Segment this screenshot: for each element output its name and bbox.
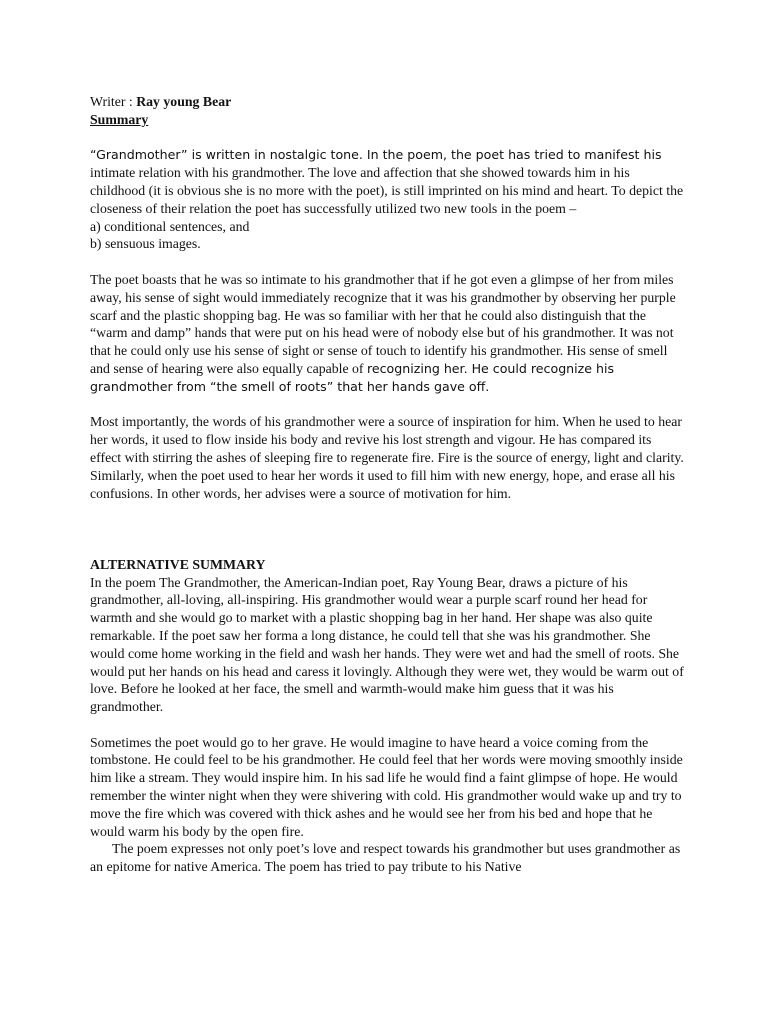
spacer — [90, 538, 685, 556]
tool-b-line: b) sensuous images. — [90, 236, 201, 252]
spacer — [90, 502, 685, 538]
writer-label: Writer : — [90, 94, 137, 109]
tool-a-line: a) conditional sentences, and — [90, 218, 250, 234]
summary-paragraph-2-text: The poet boasts that he was so intimate to his grandmother that if he got even a glimpse of her from miles away, his sense of sight would immediately recognize that it was his grandmother by observing her purple scarf and the plastic shopping bag. He was so familiar with her that he could also distinguish that the “warm and damp” hands that were put on his head were of nobody else but of his grandmother. It was not that he could only use his sense of sight or sense of touch to identify his grandmother. His sense of smell and sense of hearing were also equally capable of — [90, 271, 676, 376]
summary-paragraph-2 — [90, 271, 685, 396]
alternative-summary-heading: ALTERNATIVE SUMMARY — [90, 556, 266, 572]
summary-heading: Summary — [90, 111, 149, 127]
summary-paragraph-3: Most importantly, the words of his grandmother were a source of inspiration for him. When he used to hear her words, it used to flow inside his body and revive his lost strength and vigour. He has compared its effect with stirring the ashes of sleeping fire to regenerate fire. Fire is the source of energy, light and clarity. Similarly, when the poet used to hear her words it used to fill him with new energy, hope, and erase all his confusions. In other words, her advises were a source of motivation for him. — [90, 414, 684, 501]
writer-line — [90, 93, 685, 111]
spacer — [90, 129, 685, 147]
spacer — [90, 716, 685, 734]
alternative-paragraph-1: In the poem The Grandmother, the American-Indian poet, Ray Young Bear, draws a picture of his grandmother, all-loving, all-inspiring. His grandmother would wear a purple scarf round her head for warmth and she would go to market with a plastic shopping bag in her hand. Her shape was also quite remarkable. If the poet saw her forma a long distance, he could tell that she was his grandmother. She would come home working in the field and wash her hands. They were wet and had the smell of roots. She would put her hands on his head and caress it lovingly. Although they were wet, they would be warm out of love. Before he looked at her face, the smell and warmth-would make him guess that it was his grandmother. — [90, 574, 684, 715]
document-body — [90, 93, 685, 876]
alternative-paragraph-3: The poem expresses not only poet’s love and respect towards his grandmother but uses grandmother as an epitome for native America. The poem has tried to pay tribute to his Native — [90, 841, 681, 875]
summary-paragraph-1-lead: “Grandmother” is written in nostalgic tone. In the poem, the poet has tried to manifest his — [90, 147, 662, 163]
summary-paragraph-2-tail: recognizing her. He could recognize his grandmother from “the smell of roots” that her hands gave off. — [90, 360, 615, 394]
summary-paragraph-1-rest: intimate relation with his grandmother. The love and affection that she showed towards him in his childhood (it is obvious she is no more with the poet), is still imprinted on his mind and heart. To depict the closeness of their relation the poet has successfully utilized two new tools in the poem – — [90, 165, 684, 216]
alternative-paragraph-2: Sometimes the poet would go to her grave. He would imagine to have heard a voice coming from the tombstone. He could feel to be his grandmother. He could feel that her words were moving smoothly inside him like a stream. They would inspire him. In his sad life he would find a faint glimpse of hope. He would remember the winter night when they were shivering with cold. His grandmother would wake up and try to move the fire which was covered with thick ashes and he would see her from his bed and hope that he would warm his body by the open fire. — [90, 734, 683, 839]
spacer — [90, 253, 685, 271]
writer-name: Ray young Bear — [136, 94, 232, 109]
spacer — [90, 396, 685, 414]
summary-paragraph-1 — [90, 146, 685, 217]
